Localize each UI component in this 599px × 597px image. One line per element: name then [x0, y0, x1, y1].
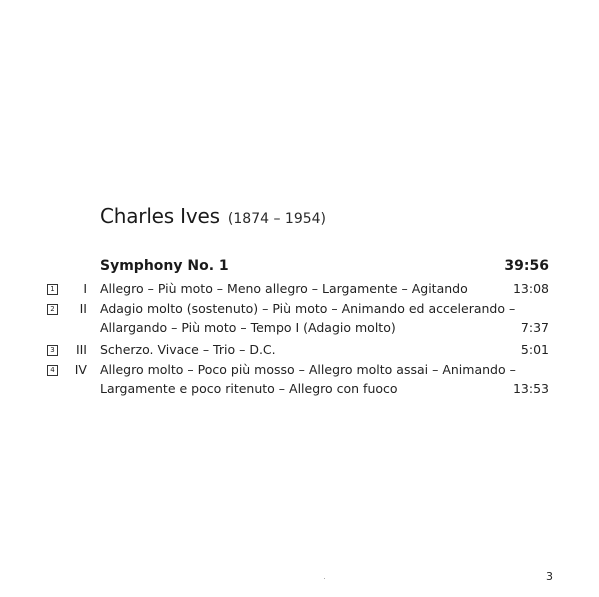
movement-number: IV: [74, 362, 87, 377]
movement-title: Adagio molto (sostenuto) – Più moto – Animando ed accelerando –: [100, 301, 516, 316]
movement-title-continued: Allargando – Più moto – Tempo I (Adagio molto): [100, 320, 396, 335]
movement-title: Allegro – Più moto – Meno allegro – Largamente – Agitando: [100, 281, 468, 296]
movement-title-continued: Largamente e poco ritenuto – Allegro con fuoco: [100, 381, 398, 396]
work-total-duration: 39:56: [504, 258, 549, 274]
track-number-box: 4: [47, 365, 58, 376]
track-number-box: 1: [47, 284, 58, 295]
movement-2-continued: [0, 320, 599, 340]
composer-heading: [100, 204, 326, 228]
movement-title: Allegro molto – Poco più mosso – Allegro molto assai – Animando –: [100, 362, 516, 377]
movement-3: [0, 342, 599, 362]
movement-2: [0, 301, 599, 321]
print-speck: [324, 578, 325, 579]
movement-number: II: [79, 301, 87, 316]
composer-dates: (1874 – 1954): [227, 211, 327, 227]
movement-number: III: [75, 342, 87, 357]
movement-1: [0, 281, 599, 301]
work-title: Symphony No. 1: [100, 258, 229, 274]
movement-4: [0, 362, 599, 382]
movement-duration: 13:08: [512, 281, 549, 296]
movement-duration: 7:37: [520, 320, 549, 335]
movement-number: I: [83, 281, 87, 296]
movement-duration: 13:53: [512, 381, 549, 396]
composer-name: Charles Ives: [100, 204, 220, 228]
movement-4-continued: [0, 381, 599, 401]
track-number-box: 3: [47, 345, 58, 356]
movement-duration: 5:01: [520, 342, 549, 357]
movement-title: Scherzo. Vivace – Trio – D.C.: [100, 342, 276, 357]
page-number: 3: [546, 570, 553, 583]
track-number-box: 2: [47, 304, 58, 315]
